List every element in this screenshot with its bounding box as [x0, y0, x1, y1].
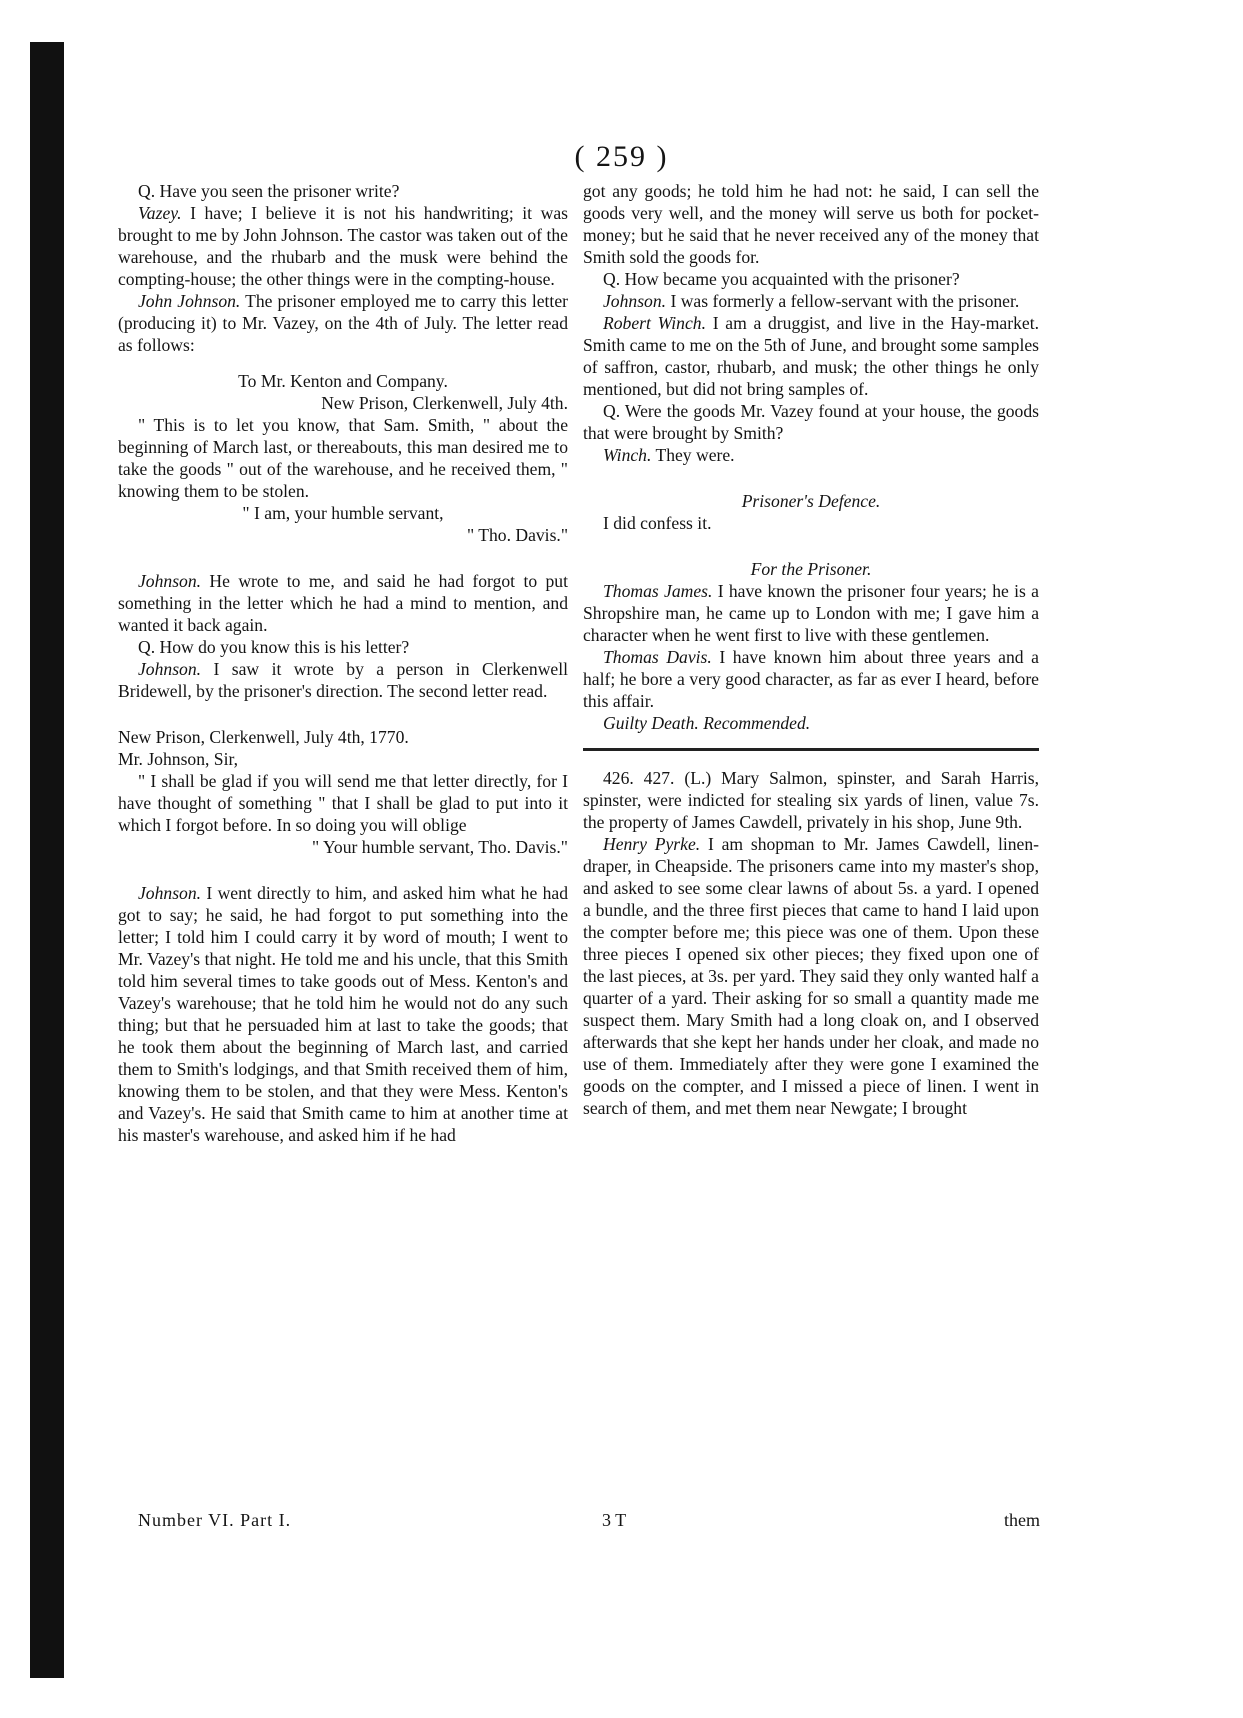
paragraph-text: I went directly to him, and asked him what he had got to say; he said, he had forgot to put something into the letter; I told him I could carry it by word of mouth; I went to Mr. Vazey's that night. He told me and his uncle, that this Smith told him several times to take goods out of Mess. Kenton's and Vazey's warehouse; that he told him he would not do any such thing; but that he persuaded him at last to take the goods; that he took them about the beginning of March last, and carried them to Smith's lodgings, and that Smith received them of him, knowing them to be stolen, and that they were Mess. Kenton's and Vazey's. He said that Smith came to him at another time at his master's warehouse, and asked him if he had — [118, 883, 568, 1145]
paragraph-text: I have; I believe it is not his handwriting; it was brought to me by John Johnson. The castor was taken out of the warehouse, and the rhubarb and the musk were behind the compting-house; the other things were in the compting-house. — [118, 203, 568, 289]
text-paragraph — [118, 882, 568, 1146]
text-paragraph — [118, 658, 568, 702]
paragraph-text: Q. Were the goods Mr. Vazey found at your house, the goods that were brought by Smith? — [583, 401, 1039, 443]
speaker-name: Johnson. — [138, 659, 202, 679]
text-paragraph — [583, 400, 1039, 444]
paragraph-text: I saw it wrote by a person in Clerkenwell Bridewell, by the prisoner's direction. The second letter read. — [118, 659, 568, 701]
text-paragraph — [118, 748, 568, 770]
text-paragraph — [583, 268, 1039, 290]
speaker-name: Vazey. — [138, 203, 182, 223]
text-paragraph — [118, 202, 568, 290]
paragraph-text: They were. — [651, 445, 735, 465]
paragraph-text: He wrote to me, and said he had forgot to put something in the letter which he had a mind to mention, and wanted it back again. — [118, 571, 568, 635]
text-paragraph — [583, 180, 1039, 268]
paragraph-text: " Your humble servant, Tho. Davis." — [312, 837, 568, 857]
speaker-name: Thomas James. — [603, 581, 713, 601]
paragraph-text: 426. 427. (L.) Mary Salmon, spinster, and Sarah Harris, spinster, were indicted for stealing six yards of linen, value 7s. the property of James Cawdell, privately in his shop, June 9th. — [583, 768, 1039, 832]
verdict — [583, 712, 1039, 734]
paragraph-text: I am a druggist, and live in the Hay-market. Smith came to me on the 5th of June, and brought some samples of saffron, castor, rhubarb, and musk; the other things he only mentioned, but did not bring samples of. — [583, 313, 1039, 399]
text-paragraph — [583, 833, 1039, 1119]
text-paragraph — [118, 770, 568, 836]
heading-text: Prisoner's Defence. — [741, 491, 881, 511]
text-paragraph — [118, 502, 568, 524]
recommendation: Recommended. — [703, 713, 811, 733]
text-paragraph — [583, 444, 1039, 466]
paragraph-text: I was formerly a fellow-servant with the prisoner. — [666, 291, 1020, 311]
speaker-name: Thomas Davis. — [603, 647, 712, 667]
text-paragraph — [118, 570, 568, 636]
binding-edge — [30, 42, 64, 1678]
speaker-name: Johnson. — [603, 291, 667, 311]
paragraph-text: got any goods; he told him he had not: he said, I can sell the goods very well, and the money will serve us both for pocket-money; but he said that he never received any of the money that Smith sold the goods for. — [583, 181, 1039, 267]
catchword: them — [1004, 1510, 1040, 1530]
paragraph-text: Q. How do you know this is his letter? — [138, 637, 410, 657]
section-heading — [583, 558, 1039, 580]
text-paragraph — [118, 180, 568, 202]
text-paragraph — [118, 836, 568, 858]
paragraph-text: " This is to let you know, that Sam. Smith, " about the beginning of March last, or thereabouts, this man desired me to take the goods " out of the warehouse, and he received them, " knowing them to be stolen. — [118, 415, 568, 501]
text-paragraph — [583, 767, 1039, 833]
text-paragraph — [583, 580, 1039, 646]
text-paragraph — [583, 312, 1039, 400]
verdict-text: Guilty Death. — [603, 713, 699, 733]
text-paragraph — [583, 290, 1039, 312]
paragraph-text: " I shall be glad if you will send me that letter directly, for I have thought of something " that I shall be glad to put into it which I forgot before. In so doing you will oblige — [118, 771, 568, 835]
text-paragraph — [118, 290, 568, 356]
left-column — [118, 180, 568, 1146]
page-number: ( 259 ) — [574, 140, 669, 173]
speaker-name: John Johnson. — [138, 291, 241, 311]
speaker-name: Robert Winch. — [603, 313, 706, 333]
text-paragraph — [118, 726, 568, 748]
paragraph-text: " Tho. Davis." — [466, 525, 568, 545]
text-paragraph — [583, 646, 1039, 712]
paragraph-text: New Prison, Clerkenwell, July 4th, 1770. — [118, 727, 409, 747]
text-paragraph — [118, 524, 568, 546]
paragraph-text: The prisoner employed me to carry this letter (producing it) to Mr. Vazey, on the 4th of July. The letter read as follows: — [118, 291, 568, 355]
paragraph-text: Q. How became you acquainted with the prisoner? — [603, 269, 960, 289]
text-paragraph — [583, 512, 1039, 534]
signature-mark: 3 T — [602, 1510, 627, 1530]
paragraph-text: " I am, your humble servant, — [242, 503, 444, 523]
section-heading — [583, 490, 1039, 512]
speaker-name: Johnson. — [138, 571, 202, 591]
paragraph-text: To Mr. Kenton and Company. — [238, 371, 448, 391]
text-paragraph — [118, 370, 568, 392]
speaker-name: Henry Pyrke. — [603, 834, 701, 854]
right-column — [583, 180, 1039, 1119]
paragraph-text: I have known him about three years and a half; he bore a very good character, as far as ever I heard, before this affair. — [583, 647, 1039, 711]
paragraph-text: I am shopman to Mr. James Cawdell, linen-draper, in Cheapside. The prisoners came into my master's shop, and asked to see some clear lawns of about 5s. a yard. I opened a bundle, and the three first pieces that came to hand I laid upon the compter before me; this piece was one of them. Upon these three pieces I opened six other pieces; they fixed upon one of the last pieces, at 3s. per yard. They said they only wanted half a quarter of a yard. Their asking for so small a quantity made me suspect them. Mary Smith had a long cloak on, and I observed afterwards that she kept her hands under her cloak, and made no use of them. Immediately after they were gone I examined the goods on the compter, and I missed a piece of linen. I went in search of them, and met them near Newgate; I brought — [583, 834, 1039, 1118]
text-paragraph — [118, 414, 568, 502]
speaker-name: Johnson. — [138, 883, 202, 903]
paragraph-text: Mr. Johnson, Sir, — [118, 749, 239, 769]
paragraph-text: I did confess it. — [603, 513, 712, 533]
footer-part-label: Number VI. Part I. — [138, 1510, 292, 1530]
speaker-name: Winch. — [603, 445, 652, 465]
heading-text: For the Prisoner. — [750, 559, 872, 579]
paragraph-text: I have known the prisoner four years; he is a Shropshire man, he came up to London with me; I gave him a character when he went first to live with these gentlemen. — [583, 581, 1039, 645]
text-paragraph — [118, 392, 568, 414]
paragraph-text: New Prison, Clerkenwell, July 4th. — [321, 393, 568, 413]
section-divider — [583, 748, 1039, 751]
text-paragraph — [118, 636, 568, 658]
paragraph-text: Q. Have you seen the prisoner write? — [138, 181, 400, 201]
